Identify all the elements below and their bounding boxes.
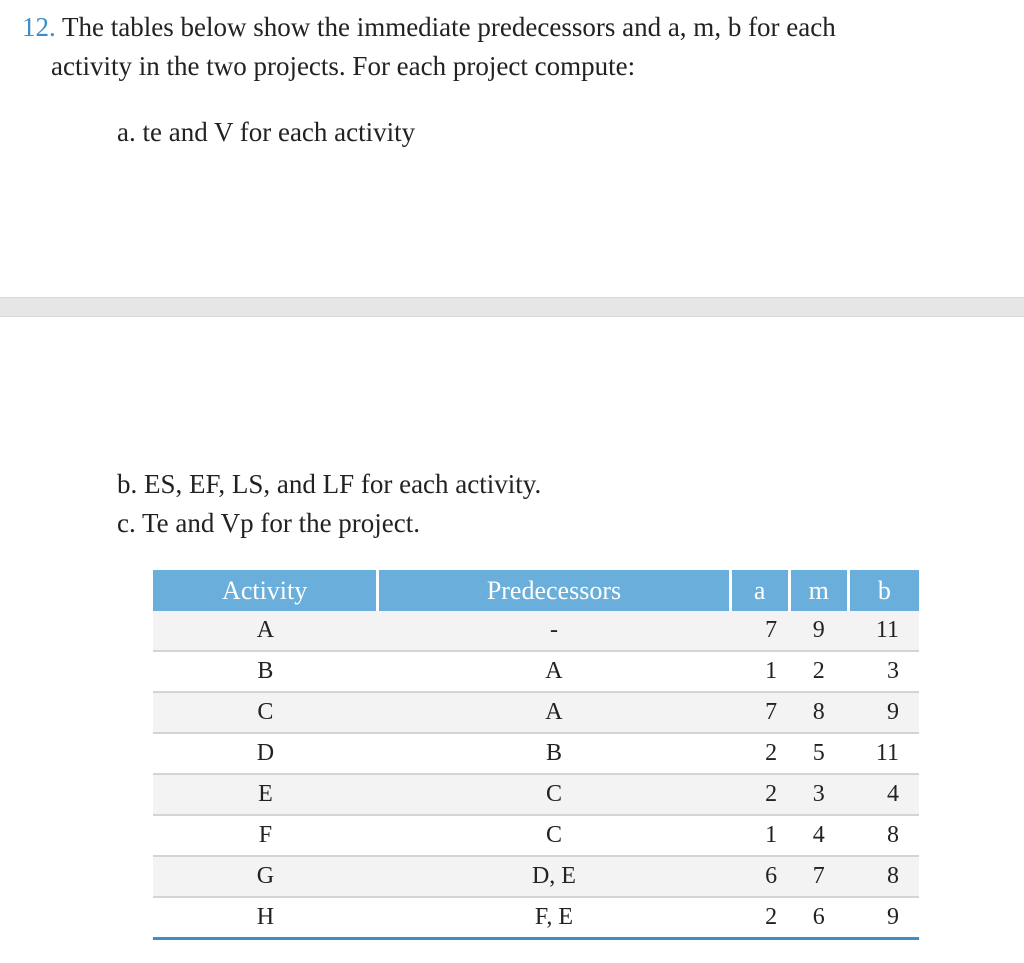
cell-predecessors: C [378, 774, 730, 815]
cell-m: 4 [789, 815, 848, 856]
cell-m: 7 [789, 856, 848, 897]
header-m: m [789, 570, 848, 611]
item-a-label: a. [117, 117, 136, 147]
activity-table [153, 570, 919, 940]
cell-activity: B [153, 651, 378, 692]
cell-a: 2 [730, 774, 789, 815]
cell-b: 9 [848, 897, 919, 939]
table-row [153, 856, 919, 897]
cell-a: 1 [730, 651, 789, 692]
table-row [153, 815, 919, 856]
item-c-text: Te and Vp for the project. [142, 508, 421, 538]
cell-b: 11 [848, 733, 919, 774]
question-line-1 [22, 9, 836, 45]
item-c-label: c. [117, 508, 136, 538]
table-row [153, 651, 919, 692]
header-b: b [848, 570, 919, 611]
cell-m: 5 [789, 733, 848, 774]
cell-predecessors: A [378, 692, 730, 733]
cell-b: 3 [848, 651, 919, 692]
item-c [117, 505, 420, 541]
section-divider [0, 297, 1024, 317]
cell-b: 11 [848, 611, 919, 651]
cell-activity: G [153, 856, 378, 897]
item-b-label: b. [117, 469, 138, 499]
question-text-line2: activity in the two projects. For each project compute: [51, 51, 636, 81]
cell-a: 7 [730, 611, 789, 651]
table-header-row [153, 570, 919, 611]
cell-predecessors: F, E [378, 897, 730, 939]
header-predecessors: Predecessors [378, 570, 730, 611]
cell-predecessors: B [378, 733, 730, 774]
cell-m: 6 [789, 897, 848, 939]
question-number: 12. [22, 12, 56, 42]
cell-m: 9 [789, 611, 848, 651]
table-row [153, 733, 919, 774]
cell-activity: D [153, 733, 378, 774]
cell-b: 4 [848, 774, 919, 815]
cell-a: 2 [730, 897, 789, 939]
cell-predecessors: C [378, 815, 730, 856]
cell-b: 9 [848, 692, 919, 733]
cell-activity: F [153, 815, 378, 856]
cell-activity: A [153, 611, 378, 651]
cell-a: 6 [730, 856, 789, 897]
cell-activity: C [153, 692, 378, 733]
question-text-line1: The tables below show the immediate predecessors and a, m, b for each [62, 12, 836, 42]
cell-predecessors: A [378, 651, 730, 692]
cell-a: 1 [730, 815, 789, 856]
item-b [117, 466, 541, 502]
header-a: a [730, 570, 789, 611]
header-activity: Activity [153, 570, 378, 611]
item-a-text: te and V for each activity [142, 117, 416, 147]
cell-b: 8 [848, 856, 919, 897]
cell-a: 2 [730, 733, 789, 774]
cell-predecessors: - [378, 611, 730, 651]
table-row [153, 611, 919, 651]
table-row [153, 692, 919, 733]
item-b-text: ES, EF, LS, and LF for each activity. [144, 469, 542, 499]
cell-m: 3 [789, 774, 848, 815]
table-row [153, 897, 919, 939]
item-a [117, 114, 415, 150]
cell-activity: H [153, 897, 378, 939]
cell-b: 8 [848, 815, 919, 856]
cell-m: 2 [789, 651, 848, 692]
cell-predecessors: D, E [378, 856, 730, 897]
cell-activity: E [153, 774, 378, 815]
cell-a: 7 [730, 692, 789, 733]
cell-m: 8 [789, 692, 848, 733]
table-row [153, 774, 919, 815]
